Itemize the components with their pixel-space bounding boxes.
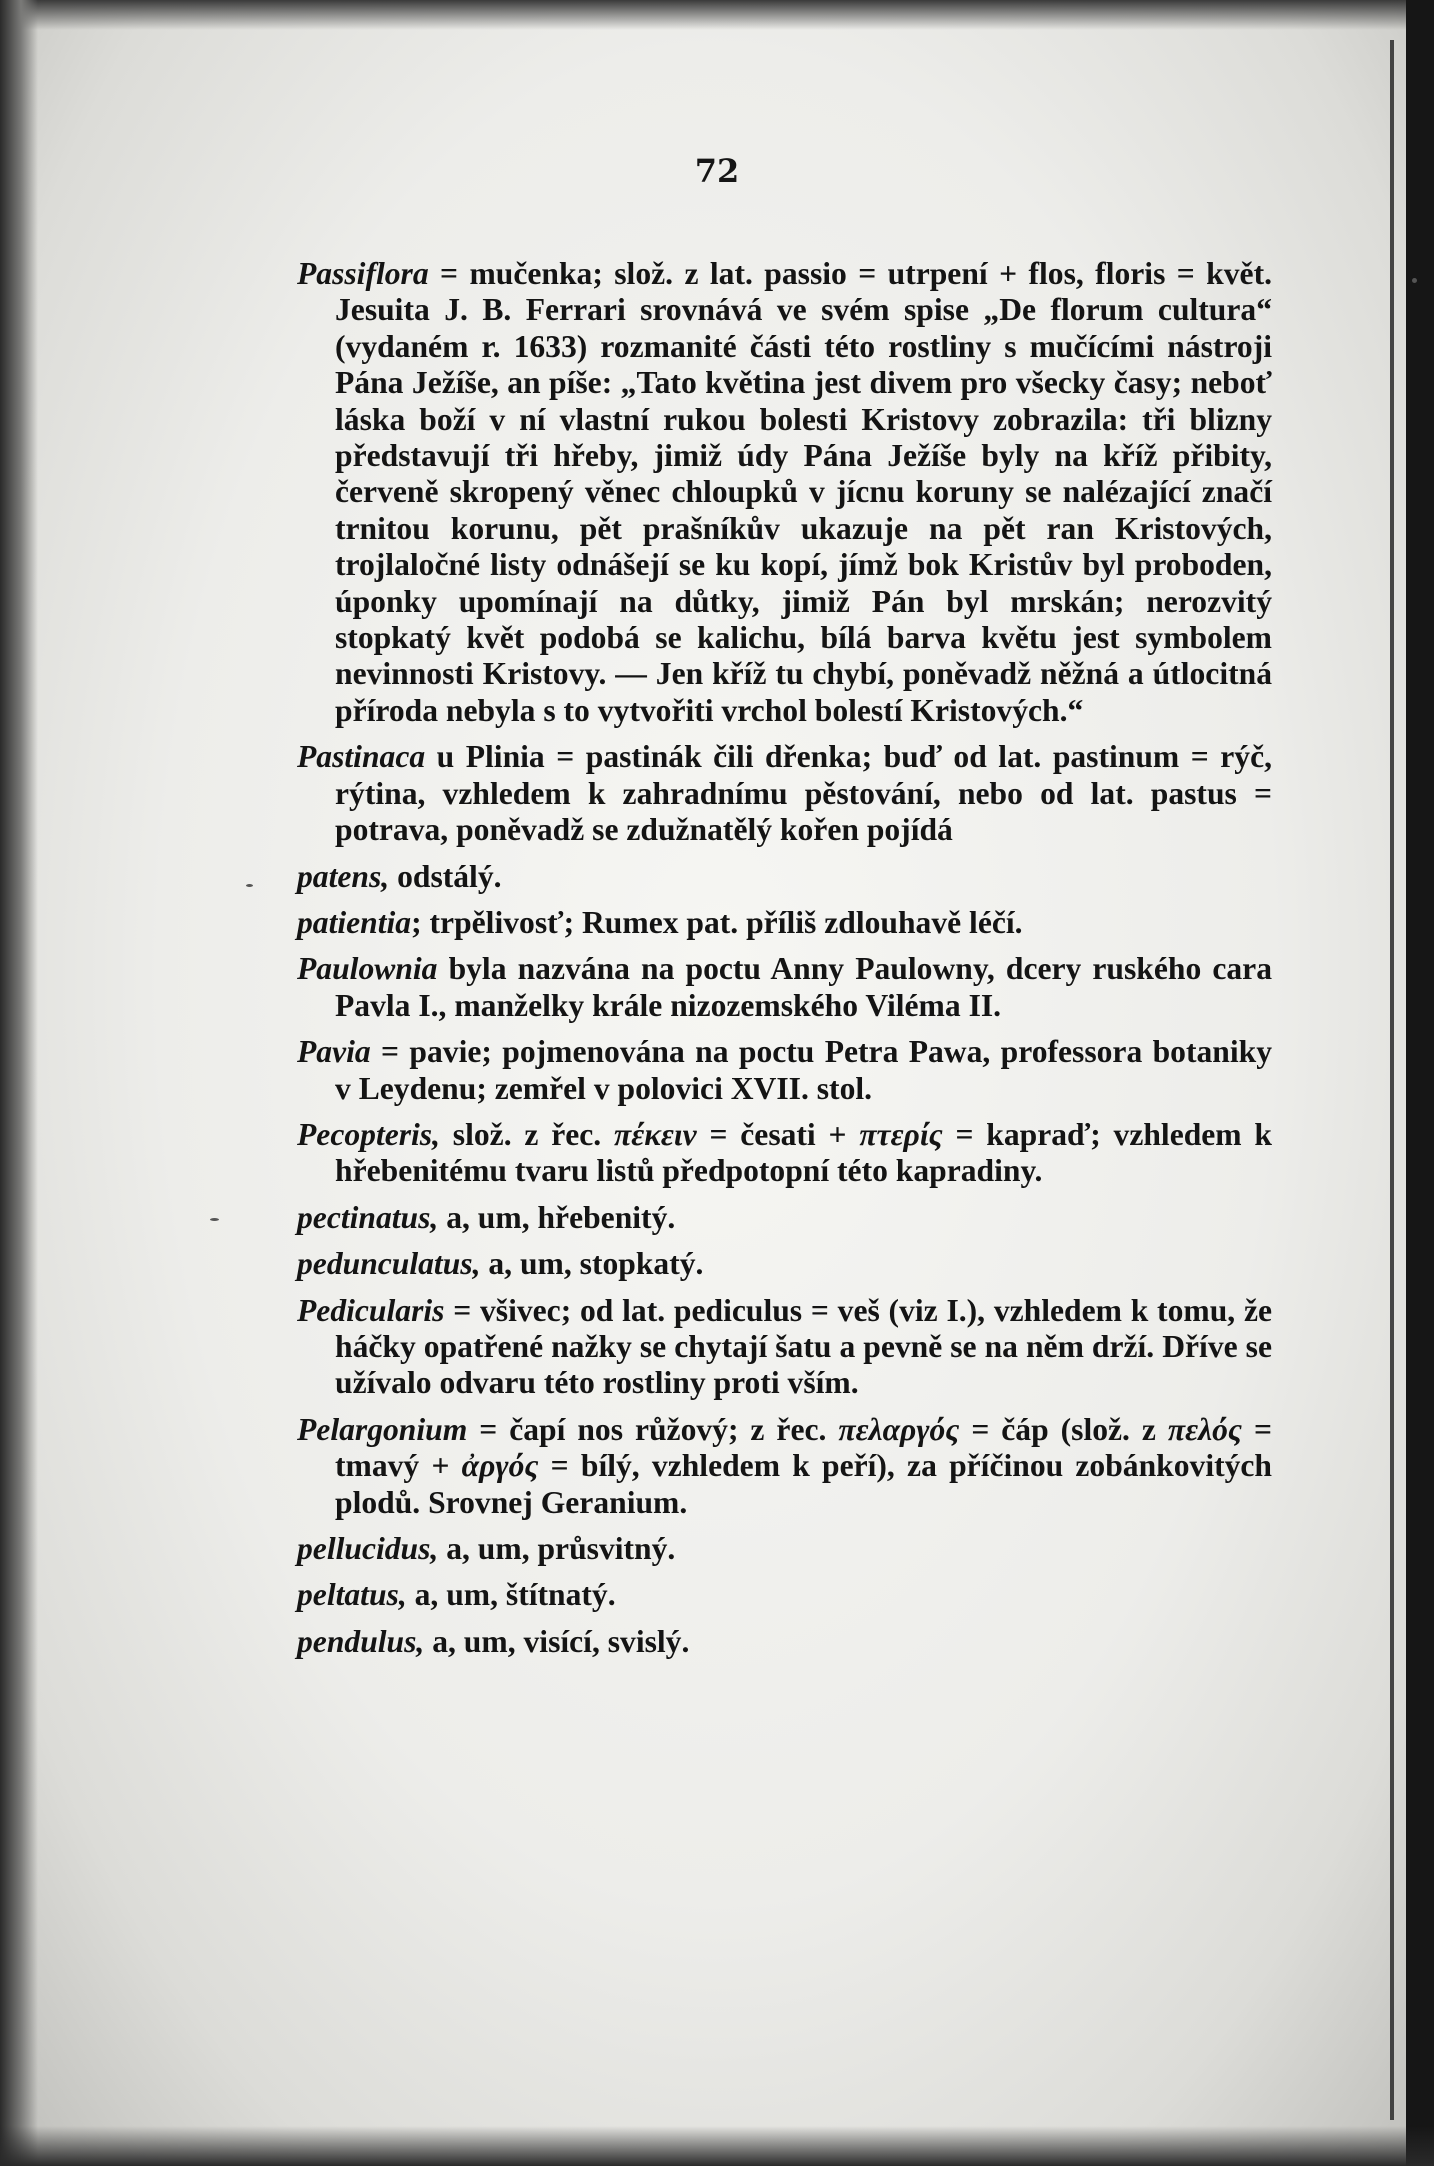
scan-page-edge-line [1390, 40, 1394, 2120]
entry-definition-text: byla nazvána na poctu Anny Paulowny, dcery ruského cara Pavla I., manželky krále nizozemského Viléma II. [335, 951, 1272, 1023]
entry-definition-text: = česati + [696, 1116, 860, 1152]
entry-definition-text: a, um, štítnatý. [406, 1577, 616, 1613]
entry-definition-text: = bílý, vzhledem k peří), za příčinou zobánkovitých plodů. Srovnej Geranium. [335, 1448, 1273, 1520]
dictionary-entry [297, 905, 1272, 941]
entry-definition-text: a, um, průsvitný. [438, 1531, 676, 1566]
entry-term: peltatus, [297, 1577, 407, 1613]
entry-definition-text: = tmavý + [335, 1411, 1272, 1484]
entry-term: Passiflora [297, 256, 429, 291]
entry-definition-text: slož. z řec. [440, 1116, 614, 1152]
entry-definition-text: = všivec; od lat. pediculus = veš (viz I.), vzhledem k tomu, že háčky opatřené nažky se chytají šatu a pevně se na něm drží. Dříve se užívalo odvaru této rostliny proti vším. [335, 1292, 1272, 1401]
entry-definition-text: ; trpělivosť; Rumex pat. příliš zdlouhavě léčí. [411, 904, 1023, 940]
greek-word: πέκειν [613, 1116, 697, 1152]
entry-term: Pecopteris, [297, 1116, 441, 1152]
scan-shadow-right [1406, 0, 1434, 2166]
entry-term: Pedicularis [297, 1292, 445, 1328]
dictionary-entry [297, 1531, 1272, 1567]
entry-term: patientia [297, 904, 412, 940]
entry-term: Pelargonium [297, 1411, 468, 1447]
scan-speck [210, 1218, 219, 1221]
dictionary-entry [297, 1624, 1272, 1660]
scan-speck [1412, 278, 1417, 283]
entry-term: patens, [297, 858, 390, 894]
entry-definition-text: = čapí nos růžový; z řec. [467, 1411, 839, 1447]
entry-definition-text: = mučenka; slož. z lat. passio = utrpení + flos, floris = květ. Jesuita J. B. Ferrari srovnává ve svém spise „De florum cultura“ (vydaném r. 1633) rozmanité části této rostliny s mučícími nástroji Pána Ježíše, an píše: „Tato květina jest divem pro všecky časy; neboť láska boží v ní vlastní rukou bolesti Kristovy zobrazila: tři blizny představují tři hřeby, jimiž údy Pána Ježíše byly na kříž přibity, červeně skropený věnec chloupků v jícnu koruny se nalézající značí trnitou korunu, pět prašníkův ukazuje na pět ran Kristových, trojlaločné listy odnášejí se ku kopí, jímž bok Kristův byl proboden, úponky upomínají na důtky, jimiž Pán byl mrskán; nerozvitý stopkatý květ podobá se kalichu, bílá barva květu jest symbolem nevinnosti Kristovy. — Jen kříž tu chybí, poněvadž něžná a útlocitná příroda nebyla s to vytvořiti vrchol bolestí Kristových.“ [335, 256, 1272, 728]
dictionary-entry [297, 951, 1272, 1024]
dictionary-entry [297, 1034, 1272, 1107]
dictionary-entry [297, 1577, 1272, 1613]
scan-shadow-bottom [0, 2126, 1434, 2166]
scan-speck [246, 884, 253, 887]
entry-definition-text: odstálý. [389, 858, 502, 894]
scan-shadow-left [0, 0, 38, 2166]
scan-shadow-top [0, 0, 1434, 30]
entry-definition-text: = čáp (slož. z [959, 1411, 1168, 1447]
page-number: 72 [694, 152, 740, 190]
entry-definition-text: = kapraď; vzhledem k hřebenitému tvaru listů předpotopní této kapradiny. [335, 1116, 1272, 1189]
entry-definition-text: = pavie; pojmenována na poctu Petra Pawa, professora botaniky v Leydenu; zemřel v polovici XVII. stol. [335, 1034, 1272, 1106]
entry-definition-text: a, um, stopkatý. [480, 1246, 704, 1282]
dictionary-entry [297, 1200, 1272, 1236]
greek-word: ἀργός [461, 1448, 539, 1484]
dictionary-entry [297, 256, 1272, 729]
entry-term: Pavia [297, 1034, 371, 1070]
entry-term: pedunculatus, [297, 1246, 481, 1282]
dictionary-entry [297, 1293, 1272, 1402]
dictionary-entry [297, 859, 1272, 895]
greek-word: πτερίς [859, 1116, 943, 1152]
dictionary-entries [297, 256, 1272, 1670]
dictionary-entry [297, 1246, 1272, 1282]
entry-term: Pastinaca [297, 739, 426, 775]
greek-word: πελαργός [838, 1411, 960, 1447]
entry-definition-text: a, um, hřebenitý. [438, 1199, 676, 1235]
entry-term: pectinatus, [297, 1199, 439, 1235]
dictionary-entry [297, 739, 1272, 848]
entry-term: pendulus, [297, 1623, 425, 1659]
dictionary-entry [297, 1412, 1272, 1521]
greek-word: πελός [1167, 1411, 1243, 1447]
entry-term: Paulownia [297, 951, 438, 987]
entry-definition-text: a, um, visící, svislý. [424, 1623, 690, 1659]
entry-term: pellucidus, [297, 1531, 439, 1566]
entry-definition-text: u Plinia = pastinák čili dřenka; buď od lat. pastinum = rýč, rýtina, vzhledem k zahradnímu pěstování, nebo od lat. pastus = potrava, poněvadž se zdužnatělý kořen pojídá [335, 739, 1272, 848]
dictionary-entry [297, 1117, 1272, 1190]
